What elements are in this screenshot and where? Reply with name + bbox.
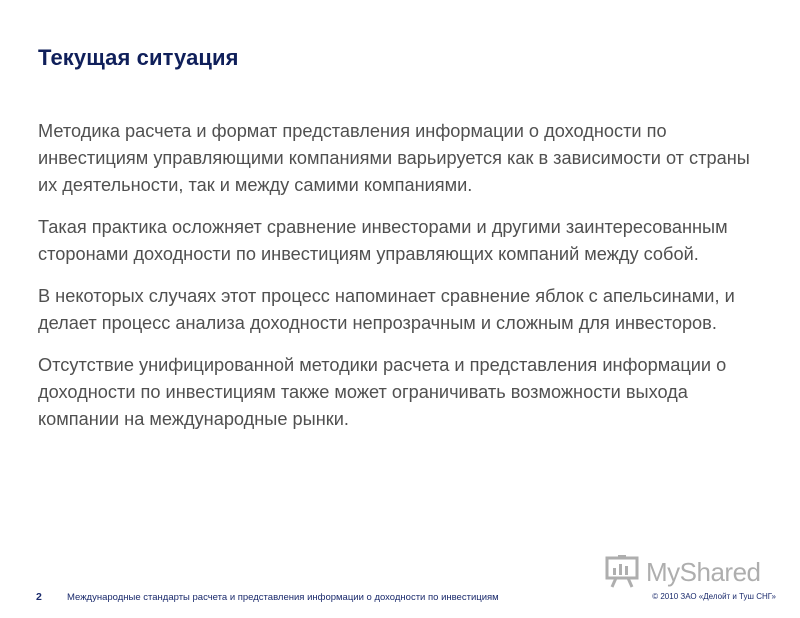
body-paragraph-1: Методика расчета и формат представления информации о доходности по инвестициям управляющими компаниями варьируется как в зависимости от страны их деятельности, так и между самими компаниями. [38,121,750,195]
slide-footer [0,590,800,606]
slide-title: Текущая ситуация [38,45,239,70]
page-number: 2 [36,591,42,603]
copyright-notice: © 2010 ЗАО «Делойт и Туш СНГ» [652,592,776,601]
body-paragraph-2: Такая практика осложняет сравнение инвесторами и другими заинтересованным сторонами доходности по инвестициям управляющих компаний между собой. [38,217,728,264]
body-paragraph-4: Отсутствие унифицированной методики расчета и представления информации о доходности по инвестициям также может ограничивать возможности выхода компании на международные рынки. [38,355,727,429]
footer-caption: Международные стандарты расчета и представления информации о доходности по инвестициям [67,592,499,603]
presentation-board-icon [604,554,640,590]
body-paragraph-3: В некоторых случаях этот процесс напоминает сравнение яблок с апельсинами, и делает процесс анализа доходности непрозрачным и сложным для инвесторов. [38,286,735,333]
slide-body [38,118,758,448]
watermark-text: MyShared [646,556,761,587]
myshared-watermark [604,552,774,592]
